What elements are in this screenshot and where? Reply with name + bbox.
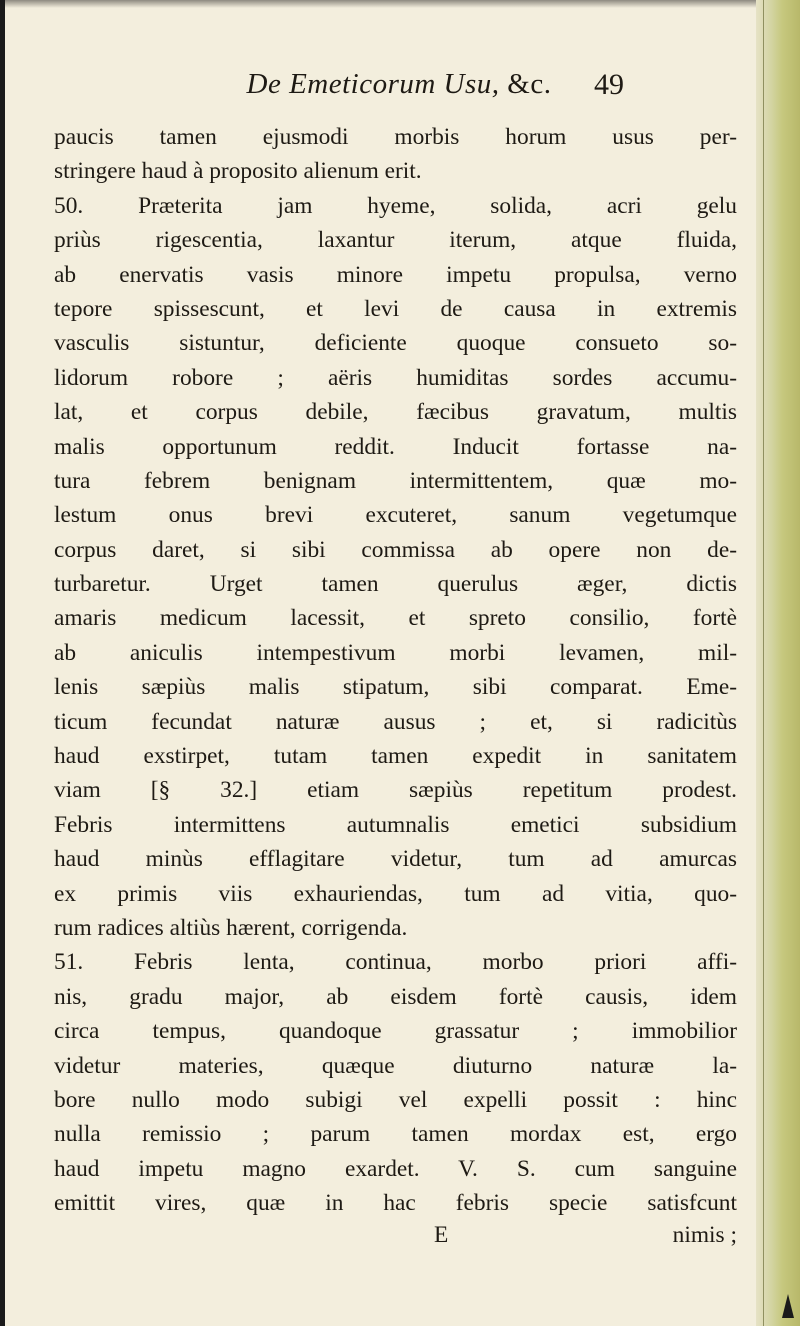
signature-mark: E [434, 1222, 449, 1248]
text-line: emittit vires, quæ in hac febris specie satisfcunt [54, 1190, 737, 1217]
body-text [54, 120, 737, 1221]
footer-row [54, 1222, 737, 1256]
text-line: lestum onus brevi excuteret, sanum vegetumque [54, 502, 737, 529]
text-line: rum radices altiùs hærent, corrigenda. [54, 914, 408, 941]
text-line: vasculis sistuntur, deficiente quoque consueto so- [54, 330, 737, 357]
text-line: haud impetu magno exardet. V. S. cum sanguine [54, 1155, 737, 1182]
text-line: ab enervatis vasis minore impetu propulsa, verno [54, 261, 737, 288]
text-line: circa tempus, quandoque grassatur ; immobilior [54, 1018, 737, 1045]
text-line: lenis sæpiùs malis stipatum, sibi comparat. Eme- [54, 674, 737, 701]
text-line: ex primis viis exhauriendas, tum ad vitia, quo- [54, 880, 737, 907]
text-line: haud minùs efflagitare videtur, tum ad amurcas [54, 846, 737, 873]
catchword: nimis ; [672, 1222, 737, 1248]
text-line: priùs rigescentia, laxantur iterum, atque fluida, [54, 227, 737, 254]
text-line: haud exstirpet, tutam tamen expedit in sanitatem [54, 743, 737, 770]
text-line: malis opportunum reddit. Inducit fortasse na- [54, 433, 737, 460]
text-line: viam [§ 32.] etiam sæpiùs repetitum prodest. [54, 777, 737, 804]
running-head [54, 68, 744, 118]
text-line: tura febrem benignam intermittentem, quæ mo- [54, 467, 737, 494]
scan-left-border [0, 0, 5, 1326]
header-title-text: De Emeticorum Usu, [246, 68, 500, 100]
text-line: corpus daret, si sibi commissa ab opere non de- [54, 536, 737, 563]
text-line: nulla remissio ; parum tamen mordax est, ergo [54, 1121, 737, 1148]
text-line: amaris medicum lacessit, et spreto consilio, fortè [54, 605, 737, 632]
text-line: Febris intermittens autumnalis emetici subsidium [54, 811, 737, 838]
header-title [54, 68, 744, 101]
corner-mark [782, 1294, 794, 1318]
text-line: bore nullo modo subigi vel expelli possit : hinc [54, 1086, 737, 1113]
text-line: videtur materies, quæque diuturno naturæ la- [54, 1052, 737, 1079]
text-line: ab aniculis intempestivum morbi levamen, mil- [54, 639, 737, 666]
text-line: turbaretur. Urget tamen querulus æger, dictis [54, 571, 737, 598]
page-number: 49 [594, 68, 624, 101]
text-line: lat, et corpus debile, fæcibus gravatum, multis [54, 399, 737, 426]
text-line: lidorum robore ; aëris humiditas sordes accumu- [54, 364, 737, 391]
text-line: tepore spissescunt, et levi de causa in extremis [54, 295, 737, 322]
top-shadow [0, 0, 800, 8]
text-line: nis, gradu major, ab eisdem fortè causis, idem [54, 983, 737, 1010]
page-edge-line [763, 0, 764, 1326]
header-title-abbr: &c. [507, 68, 552, 100]
text-line: 50. Præterita jam hyeme, solida, acri gelu [54, 192, 737, 219]
text-line: paucis tamen ejusmodi morbis horum usus per- [54, 124, 737, 150]
text-line: ticum fecundat naturæ ausus ; et, si radicitùs [54, 708, 737, 735]
text-line: stringere haud à proposito alienum erit. [54, 158, 422, 185]
text-line: 51. Febris lenta, continua, morbo priori affi- [54, 949, 737, 976]
